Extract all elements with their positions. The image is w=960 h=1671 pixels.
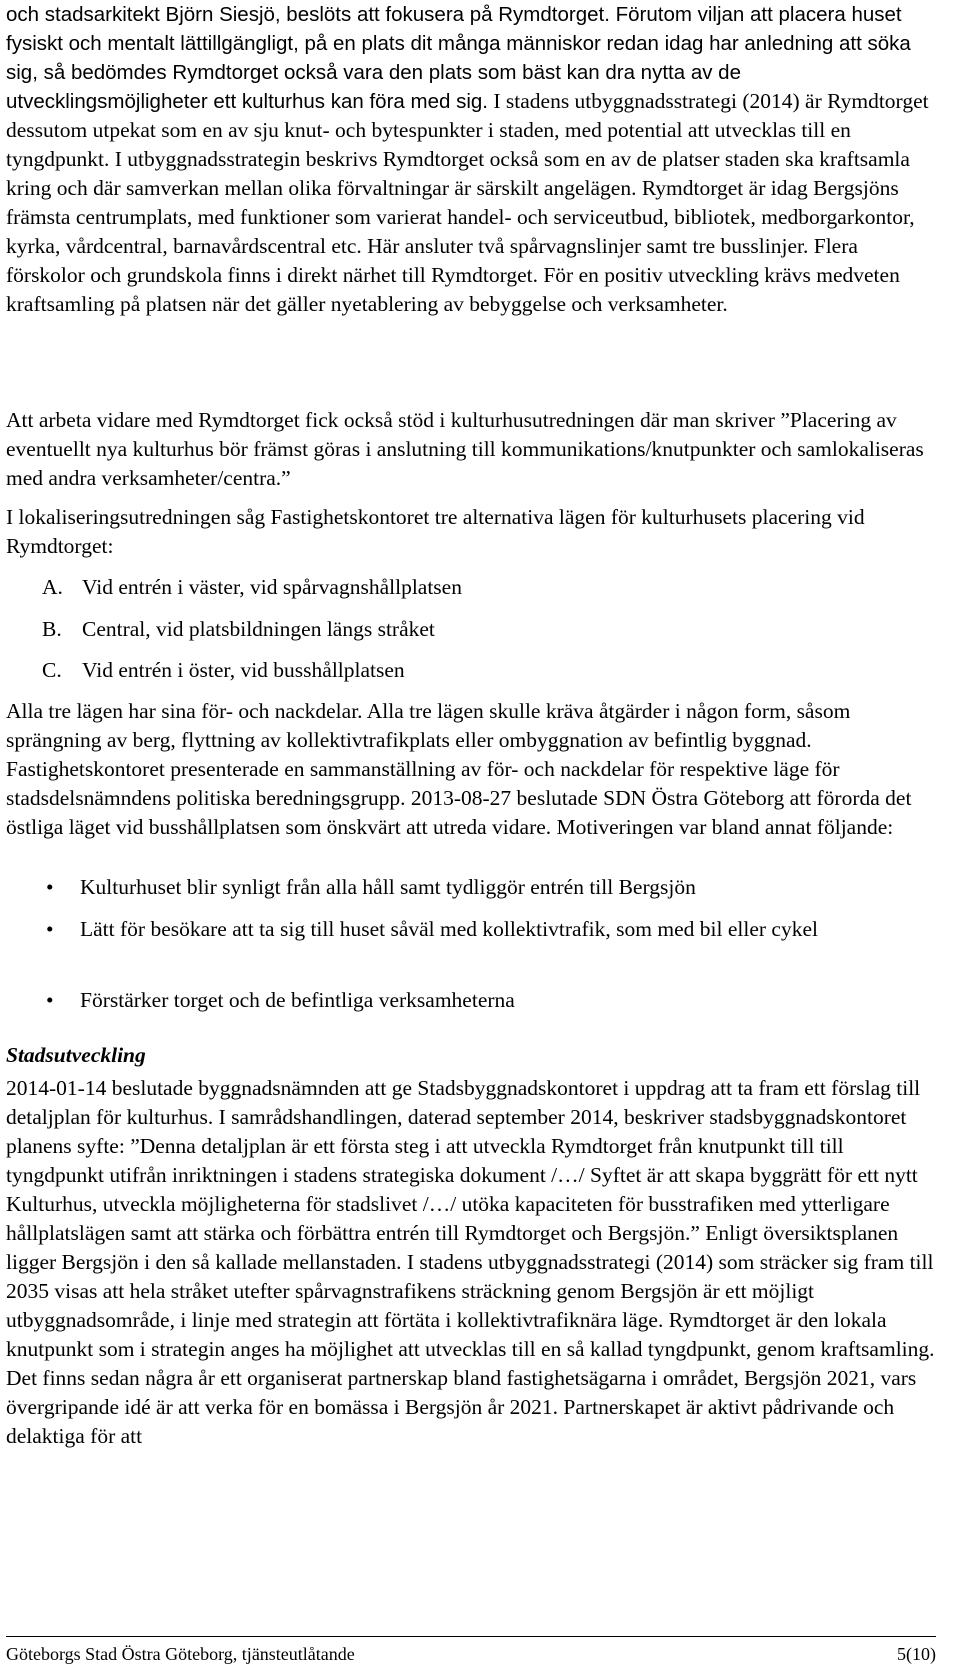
footer-organization: Göteborgs Stad Östra Göteborg, tjänsteutlåtande	[6, 1644, 355, 1664]
option-label: A.	[42, 575, 63, 599]
bullet-icon: •	[46, 875, 54, 899]
paragraph-rymdtorget-intro	[6, 0, 941, 319]
bullet-text: Förstärker torget och de befintliga verksamheterna	[80, 988, 515, 1012]
paragraph-stadsutveckling: 2014-01-14 beslutade byggnadsnämnden att ge Stadsbyggnadskontoret i uppdrag att ta fram ett förslag till detaljplan för kulturhus. I samrådshandlingen, daterad september 2014, beskriver stadsbyggnadskontoret planens syfte: ”Denna detaljplan är ett första steg i att utveckla Rymdtorget från knutpunkt till till tyngdpunkt utifrån inriktningen i stadens strategiska dokument /…/ Syftet är att skapa byggrätt för ett nytt Kulturhus, utveckla möjligheterna för stadslivet /…/ utöka kapaciteten för busstrafiken med ytterligare hållplatslägen samt att stärka och förbättra entrén till Rymdtorget och Bergsjön.” Enligt översiktsplanen ligger Bergsjön i den så kallade mellanstaden. I stadens utbyggnadsstrategi (2014) som sträcker sig fram till 2035 visas att hela stråket utefter spårvagnstrafikens sträckning genom Bergsjön är ett möjligt utbyggnadsområde, i linje med strategin att förtäta i kollektivtrafiknära läge. Rymdtorget är den lokala knutpunkt som i strategin anges ha möjlighet att utvecklas till en så kallad tyngdpunkt, genom kraftsamling. Det finns sedan några år ett organiserat partnerskap bland fastighetsägarna i området, Bergsjön 2021, vars övergripande idé är att verka för en bomässa i Bergsjön år 2021. Partnerskapet är aktivt pådrivande och delaktiga för att	[6, 1076, 935, 1448]
option-text: Vid entrén i öster, vid busshållplatsen	[82, 658, 405, 682]
option-label: C.	[42, 658, 62, 682]
bullet-icon: •	[46, 988, 54, 1012]
bullet-text: Lätt för besökare att ta sig till huset såväl med kollektivtrafik, som med bil eller cykel	[80, 917, 818, 941]
paragraph-serif-segment: I stadens utbyggnadsstrategi (2014) är Rymdtorget dessutom utpekat som en av sju knut- och bytespunkter i staden, med potential att utvecklas till en tyngdpunkt. I utbyggnadsstrategin beskrivs Rymdtorget också som en av de platser staden ska kraftsamla kring och där samverkan mellan olika förvaltningar är särskilt angelägen. Rymdtorget är idag Bergsjöns främsta centrumplats, med funktioner som varierat handel- och serviceutbud, bibliotek, medborgarkontor, kyrka, vårdcentral, barnavårdscentral etc. Här ansluter två spårvagnslinjer samt tre busslinjer. Flera förskolor och grundskola finns i direkt närhet till Rymdtorget. För en positiv utveckling krävs medveten kraftsamling på platsen när det gäller nyetablering av bebyggelse och verksamheter.	[6, 89, 929, 316]
bullet-text: Kulturhuset blir synligt från alla håll samt tydliggör entrén till Bergsjön	[80, 875, 696, 899]
option-label: B.	[42, 617, 62, 641]
paragraph-lokaliseringsutredningen: I lokaliseringsutredningen såg Fastighetskontoret tre alternativa lägen för kulturhusets placering vid Rymdtorget:	[6, 505, 865, 558]
bullet-icon: •	[46, 917, 54, 941]
footer-page-number: 5(10)	[897, 1644, 936, 1664]
footer-divider	[6, 1636, 936, 1637]
option-text: Central, vid platsbildningen längs stråket	[82, 617, 435, 641]
section-heading: Stadsutveckling	[6, 1043, 146, 1067]
paragraph-sans-segment: och stadsarkitekt Björn Siesjö, beslöts att fokusera på Rymdtorget. Förutom viljan att placera huset fysiskt och mentalt lättillgängligt, på en plats dit många människor redan idag har anledning att söka sig, så bedömdes Rymdtorget också vara den plats som bäst kan dra nytta av de utvecklingsmöjligheter ett kulturhus kan föra med sig.	[6, 3, 911, 113]
paragraph-kulturhusutredningen: Att arbeta vidare med Rymdtorget fick också stöd i kulturhusutredningen där man skriver ”Placering av eventuellt nya kulturhus bör främst göras i anslutning till kommunikations/knutpunkter och samlokaliseras med andra verksamheter/centra.”	[6, 408, 924, 490]
paragraph-for-och-nackdelar: Alla tre lägen har sina för- och nackdelar. Alla tre lägen skulle kräva åtgärder i någon form, såsom sprängning av berg, flyttning av kollektivtrafikplats eller ombyggnation av befintlig byggnad. Fastighetskontoret presenterade en sammanställning av för- och nackdelar för respektive läge för stadsdelsnämndens politiska beredningsgrupp. 2013-08-27 beslutade SDN Östra Göteborg att förorda det östliga läget vid busshållplatsen som önskvärt att utreda vidare. Motiveringen var bland annat följande:	[6, 699, 912, 839]
option-text: Vid entrén i väster, vid spårvagnshållplatsen	[82, 575, 462, 599]
